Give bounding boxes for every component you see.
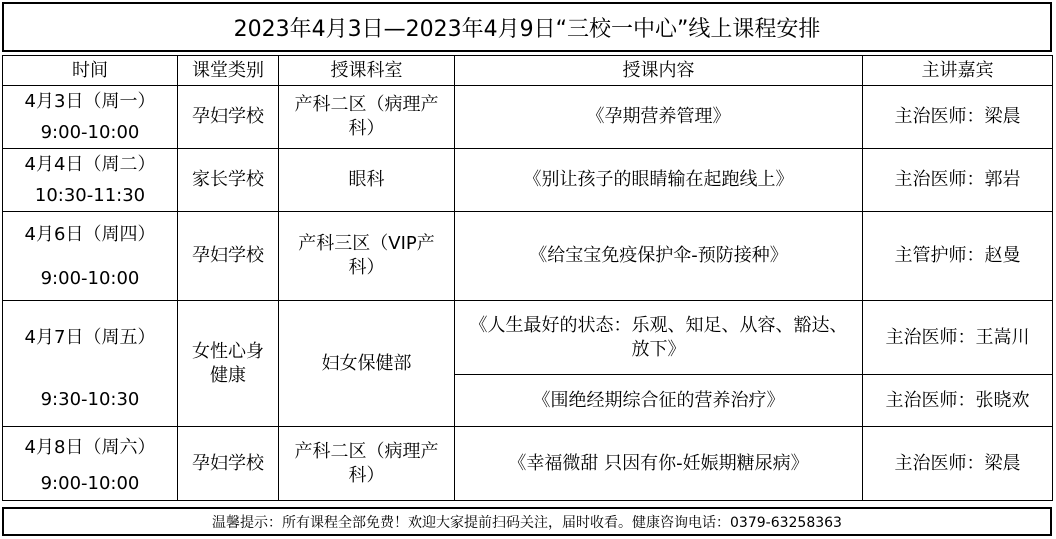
department-cell: 妇女保健部 [279,301,455,427]
table-row [3,212,1053,259]
speaker-cell: 主治医师：张晓欢 [863,375,1053,427]
time-cell: 9:30-10:30 [3,375,178,427]
time-cell: 9:00-10:00 [3,259,178,301]
table-row [3,149,1053,181]
category-cell: 女性心身健康 [178,301,279,427]
schedule-table [2,55,1053,501]
table-header-row [3,56,1053,86]
date-cell: 4月3日（周一） [3,86,178,118]
category-cell: 孕妇学校 [178,427,279,501]
category-cell: 孕妇学校 [178,86,279,149]
date-cell: 4月7日（周五） [3,301,178,375]
date-cell: 4月4日（周二） [3,149,178,181]
header-department: 授课科室 [279,56,455,86]
speaker-cell: 主治医师：梁晨 [863,86,1053,149]
speaker-cell: 主治医师：王嵩川 [863,301,1053,375]
department-cell: 产科二区（病理产科） [279,427,455,501]
category-cell: 家长学校 [178,149,279,212]
date-cell: 4月6日（周四） [3,212,178,259]
speaker-cell: 主管护师：赵曼 [863,212,1053,301]
content-cell: 《人生最好的状态：乐观、知足、从容、豁达、放下》 [455,301,863,375]
time-cell: 9:00-10:00 [3,469,178,501]
content-cell: 《孕期营养管理》 [455,86,863,149]
content-cell: 《幸福微甜 只因有你-妊娠期糖尿病》 [455,427,863,501]
header-category: 课堂类别 [178,56,279,86]
category-cell: 孕妇学校 [178,212,279,301]
content-cell: 《给宝宝免疫保护伞-预防接种》 [455,212,863,301]
page-title: 2023年4月3日—2023年4月9日“三校一中心”线上课程安排 [2,2,1052,52]
header-time: 时间 [3,56,178,86]
table-row [3,301,1053,375]
speaker-cell: 主治医师：梁晨 [863,427,1053,501]
department-cell: 眼科 [279,149,455,212]
time-cell: 10:30-11:30 [3,181,178,212]
table-row [3,375,1053,427]
header-speaker: 主讲嘉宾 [863,56,1053,86]
date-cell: 4月8日（周六） [3,427,178,469]
content-cell: 《别让孩子的眼睛输在起跑线上》 [455,149,863,212]
footer-note: 温馨提示：所有课程全部免费！欢迎大家提前扫码关注，届时收看。健康咨询电话：0379-63258363 [2,507,1052,536]
table-row [3,427,1053,469]
table-row [3,86,1053,118]
department-cell: 产科二区（病理产科） [279,86,455,149]
header-content: 授课内容 [455,56,863,86]
speaker-cell: 主治医师：郭岩 [863,149,1053,212]
time-cell: 9:00-10:00 [3,118,178,149]
content-cell: 《围绝经期综合征的营养治疗》 [455,375,863,427]
department-cell: 产科三区（VIP产科） [279,212,455,301]
